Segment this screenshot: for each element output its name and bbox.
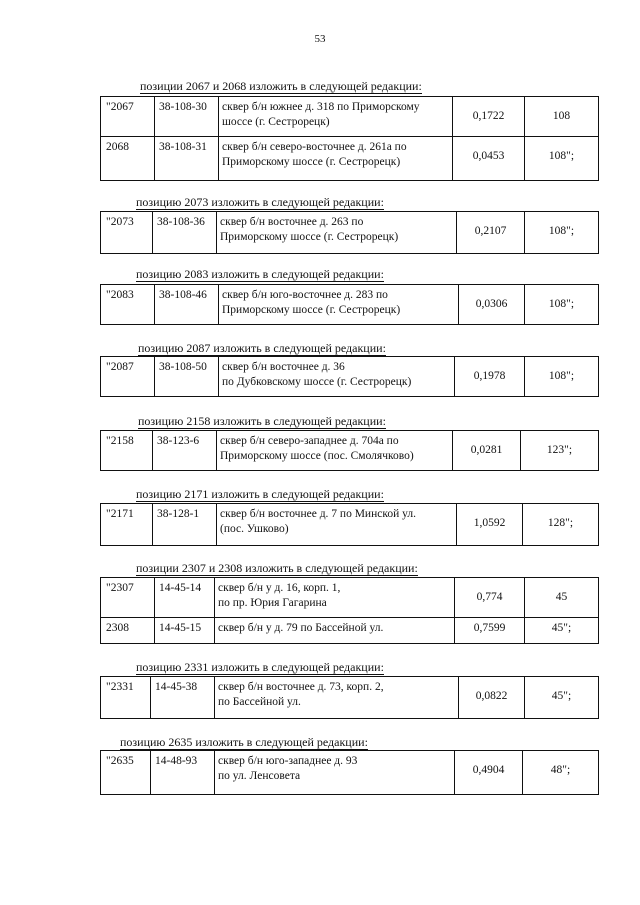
position-number: "2635 bbox=[101, 751, 151, 795]
district-code: 45"; bbox=[525, 618, 599, 644]
district-code: 123"; bbox=[521, 431, 599, 471]
positions-table bbox=[100, 750, 599, 795]
section-caption: позицию 2171 изложить в следующей редакции: bbox=[136, 487, 384, 501]
object-code: 38-108-31 bbox=[155, 137, 219, 181]
table-row bbox=[101, 357, 599, 397]
area-value: 1,0592 bbox=[457, 504, 523, 546]
table-row bbox=[101, 285, 599, 325]
area-value: 0,0281 bbox=[453, 431, 521, 471]
district-code: 108"; bbox=[525, 212, 599, 254]
position-number: 2308 bbox=[101, 618, 155, 644]
position-number: "2083 bbox=[101, 285, 155, 325]
section-caption: позиции 2307 и 2308 изложить в следующей редакции: bbox=[136, 561, 418, 575]
area-value: 0,7599 bbox=[455, 618, 525, 644]
description-line: Приморскому шоссе (г. Сестрорецк) bbox=[222, 304, 401, 316]
positions-table bbox=[100, 503, 599, 546]
district-code: 108"; bbox=[525, 285, 599, 325]
section-caption: позицию 2083 изложить в следующей редакции: bbox=[136, 267, 384, 281]
positions-table bbox=[100, 356, 599, 397]
table-row bbox=[101, 578, 599, 618]
section-caption: позицию 2158 изложить в следующей редакции: bbox=[138, 414, 386, 428]
section-caption: позиции 2067 и 2068 изложить в следующей редакции: bbox=[140, 79, 422, 93]
section-caption: позицию 2635 изложить в следующей редакции: bbox=[120, 735, 368, 749]
position-number: "2158 bbox=[101, 431, 153, 471]
table-row bbox=[101, 504, 599, 546]
object-description bbox=[219, 137, 453, 181]
object-code: 14-48-93 bbox=[151, 751, 215, 795]
district-code: 48"; bbox=[523, 751, 599, 795]
description-line: по Дубковскому шоссе (г. Сестрорецк) bbox=[222, 376, 412, 388]
district-code: 108 bbox=[525, 97, 599, 137]
district-code: 45"; bbox=[525, 677, 599, 719]
description-line: сквер б/н южнее д. 318 по Приморскому bbox=[222, 101, 420, 113]
description-line: сквер б/н восточнее д. 263 по bbox=[220, 216, 364, 228]
district-code: 108"; bbox=[525, 137, 599, 181]
description-line: Приморскому шоссе (г. Сестрорецк) bbox=[220, 231, 399, 243]
object-code: 38-108-46 bbox=[155, 285, 219, 325]
position-number: "2073 bbox=[101, 212, 153, 254]
district-code: 108"; bbox=[525, 357, 599, 397]
positions-table bbox=[100, 96, 599, 181]
area-value: 0,1722 bbox=[453, 97, 525, 137]
positions-table bbox=[100, 211, 599, 254]
description-line: сквер б/н восточнее д. 36 bbox=[222, 361, 345, 373]
position-number: "2067 bbox=[101, 97, 155, 137]
description-line: сквер б/н северо-восточнее д. 261а по bbox=[222, 141, 407, 153]
description-line: сквер б/н восточнее д. 7 по Минской ул. bbox=[220, 508, 416, 520]
area-value: 0,774 bbox=[455, 578, 525, 618]
object-code: 38-128-1 bbox=[153, 504, 217, 546]
district-code: 45 bbox=[525, 578, 599, 618]
table-row bbox=[101, 212, 599, 254]
description-line: по пр. Юрия Гагарина bbox=[218, 597, 327, 609]
positions-table bbox=[100, 577, 599, 644]
table-row bbox=[101, 431, 599, 471]
object-code: 14-45-15 bbox=[155, 618, 215, 644]
object-code: 38-123-6 bbox=[153, 431, 217, 471]
table-row bbox=[101, 137, 599, 181]
object-description bbox=[219, 97, 453, 137]
object-description bbox=[215, 578, 455, 618]
positions-table bbox=[100, 284, 599, 325]
page-number: 53 bbox=[314, 33, 326, 45]
position-number: "2171 bbox=[101, 504, 153, 546]
object-description bbox=[217, 212, 457, 254]
position-number: "2331 bbox=[101, 677, 151, 719]
description-line: (пос. Ушково) bbox=[220, 523, 289, 535]
object-description bbox=[215, 677, 459, 719]
position-number: "2307 bbox=[101, 578, 155, 618]
table-row bbox=[101, 618, 599, 644]
area-value: 0,1978 bbox=[455, 357, 525, 397]
object-description bbox=[217, 504, 457, 546]
object-code: 38-108-30 bbox=[155, 97, 219, 137]
object-code: 14-45-38 bbox=[151, 677, 215, 719]
section-caption: позицию 2087 изложить в следующей редакции: bbox=[138, 341, 386, 355]
table-row bbox=[101, 751, 599, 795]
object-description bbox=[217, 431, 453, 471]
table-row bbox=[101, 97, 599, 137]
area-value: 0,2107 bbox=[457, 212, 525, 254]
object-description bbox=[215, 751, 455, 795]
area-value: 0,0306 bbox=[459, 285, 525, 325]
description-line: шоссе (г. Сестрорецк) bbox=[222, 116, 330, 128]
description-line: сквер б/н у д. 16, корп. 1, bbox=[218, 582, 341, 594]
description-line: сквер б/н юго-западнее д. 93 bbox=[218, 755, 358, 767]
description-line: Приморскому шоссе (г. Сестрорецк) bbox=[222, 156, 401, 168]
object-code: 38-108-36 bbox=[153, 212, 217, 254]
object-description bbox=[219, 285, 459, 325]
description-line: по ул. Ленсовета bbox=[218, 770, 301, 782]
description-line: сквер б/н северо-западнее д. 704а по bbox=[220, 435, 399, 447]
positions-table bbox=[100, 676, 599, 719]
description-line: сквер б/н восточнее д. 73, корп. 2, bbox=[218, 681, 384, 693]
position-number: 2068 bbox=[101, 137, 155, 181]
object-description bbox=[219, 357, 455, 397]
description-line: Приморскому шоссе (пос. Смолячково) bbox=[220, 450, 414, 462]
object-code: 14-45-14 bbox=[155, 578, 215, 618]
area-value: 0,0453 bbox=[453, 137, 525, 181]
area-value: 0,0822 bbox=[459, 677, 525, 719]
section-caption: позицию 2073 изложить в следующей редакции: bbox=[136, 195, 384, 209]
object-code: 38-108-50 bbox=[155, 357, 219, 397]
description-line: сквер б/н юго-восточнее д. 283 по bbox=[222, 289, 388, 301]
description-line: по Бассейной ул. bbox=[218, 696, 301, 708]
section-caption: позицию 2331 изложить в следующей редакции: bbox=[136, 660, 384, 674]
district-code: 128"; bbox=[523, 504, 599, 546]
positions-table bbox=[100, 430, 599, 471]
description-line: сквер б/н у д. 79 по Бассейной ул. bbox=[218, 622, 384, 634]
table-row bbox=[101, 677, 599, 719]
object-description bbox=[215, 618, 455, 644]
position-number: "2087 bbox=[101, 357, 155, 397]
area-value: 0,4904 bbox=[455, 751, 523, 795]
